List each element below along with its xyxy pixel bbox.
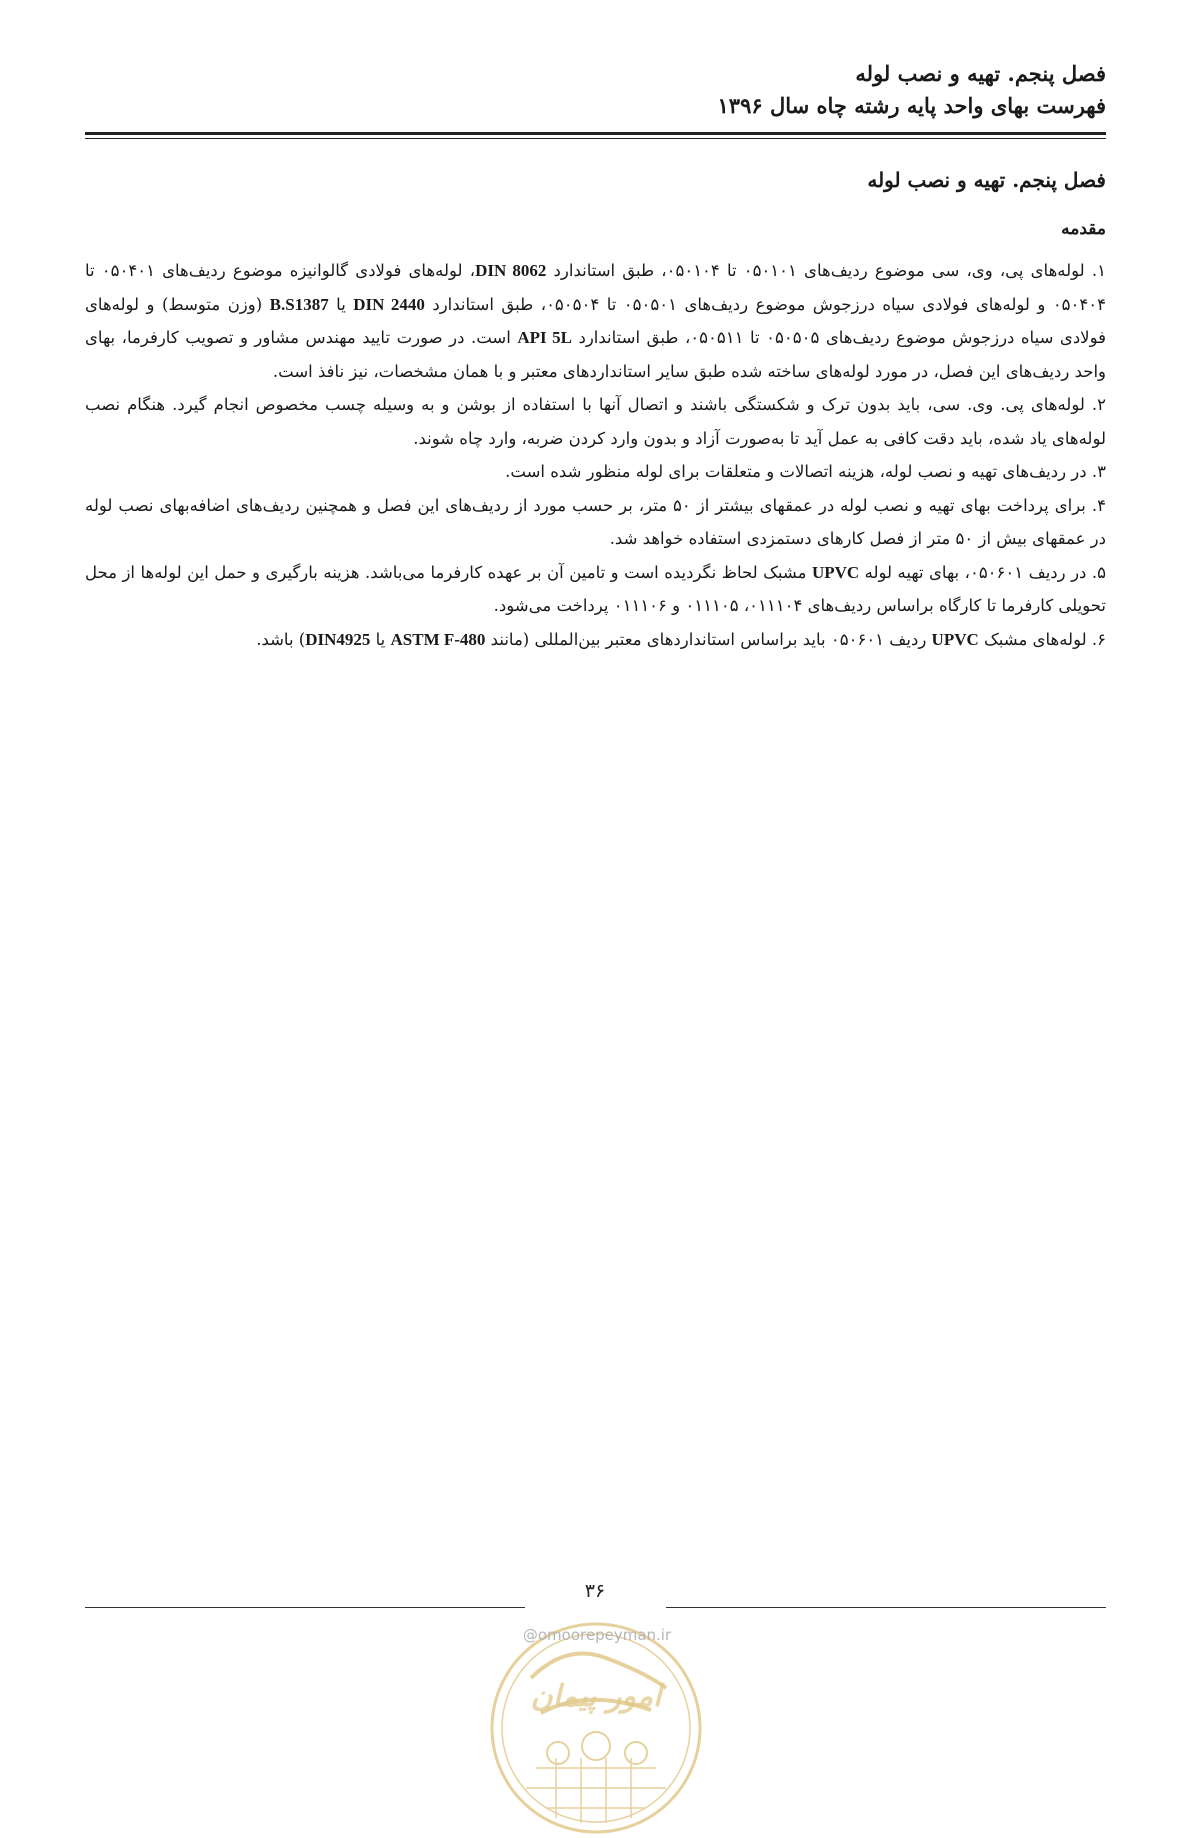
p1-text-3: یا: [328, 294, 354, 314]
paragraph-1: [85, 254, 1106, 388]
p5-text-2: مشبک لحاظ نگردیده است و تامین آن بر عهده کارفرما می‌باشد. هزینه بارگیری و حمل این لوله‌ها از محل تحویلی کارفرما تا کارگاه براساس ردیف‌های ۰۱۱۱۰۴، ۰۱۱۱۰۵ و ۰۱۱۱۰۶ پرداخت می‌شود.: [85, 562, 1106, 615]
p1-standard-din2440: DIN 2440: [353, 294, 425, 314]
website-watermark: @omoorepeyman.ir: [522, 1626, 672, 1644]
page-number: ۳۶: [584, 1580, 606, 1602]
p6-text-4: ) باشد.: [256, 629, 306, 649]
paragraph-3: ۳. در ردیف‌های تهیه و نصب لوله، هزینه اتصالات و متعلقات برای لوله منظور شده است.: [505, 462, 1106, 481]
p1-standard-din8062: DIN 8062: [475, 261, 547, 280]
footer-rule-left: [85, 1607, 525, 1608]
p1-text-5: است. در صورت تایید مهندس مشاور و تصویب کارفرما، بهای واحد ردیف‌های این فصل، در مورد لوله‌های ساخته شده طبق سایر استانداردهای معتبر و با همان مشخصات، نیز نافذ است.: [85, 328, 1106, 381]
footer-rule-right: [666, 1607, 1106, 1608]
p5-text-1: ۵. در ردیف ۰۵۰۶۰۱، بهای تهیه لوله: [859, 562, 1106, 582]
header-chapter-line: فصل پنجم. تهیه و نصب لوله: [855, 61, 1106, 86]
section-title: مقدمه: [1061, 219, 1106, 239]
p6-standard-din4925: DIN4925: [305, 629, 371, 649]
p5-term-upvc: UPVC: [811, 562, 860, 582]
p6-term-upvc: UPVC: [931, 629, 979, 649]
p6-text-1: ۶. لوله‌های مشبک: [978, 629, 1106, 649]
paragraph-4: ۴. برای پرداخت بهای تهیه و نصب لوله در عمقهای بیشتر از ۵۰ متر، بر حسب مورد از ردیف‌های این فصل و همچنین ردیف‌های اضافه‌بهای نصب لوله در عمقهای بیش از ۵۰ متر از فصل کارهای دستمزدی استفاده خواهد شد.: [85, 495, 1106, 548]
p1-text-4: (وزن متوسط) و لوله‌های فولادی سیاه درزجوش موضوع ردیف‌های ۰۵۰۵۰۵ تا ۰۵۰۵۱۱، طبق استاندارد: [85, 294, 1106, 347]
paragraph-5: [85, 556, 1106, 623]
seal-text: امور پیمان: [530, 1679, 662, 1714]
p1-text-1: ۱. لوله‌های پی، وی، سی موضوع ردیف‌های ۰۵۰۱۰۱ تا ۰۵۰۱۰۴، طبق استاندارد: [546, 261, 1106, 280]
seal-graphic: [492, 1624, 700, 1832]
page-content: [85, 158, 1106, 656]
header-document-title: فهرست بهای واحد پایه رشته چاه سال ۱۳۹۶: [717, 93, 1106, 118]
p6-text-3: یا: [370, 629, 391, 649]
p6-standard-astm-f480: ASTM F-480: [390, 629, 486, 649]
header-rule-thick: [85, 132, 1106, 135]
header-rule-thin: [85, 138, 1106, 139]
chapter-title: فصل پنجم. تهیه و نصب لوله: [867, 168, 1106, 192]
paragraph-6: [85, 623, 1106, 657]
p1-text-2: ، لوله‌های فولادی گالوانیزه موضوع ردیف‌های ۰۵۰۴۰۱ تا ۰۵۰۴۰۴ و لوله‌های فولادی سیاه درزجوش موضوع ردیف‌های ۰۵۰۵۰۱ تا ۰۵۰۵۰۴، طبق استاندارد: [85, 261, 1106, 314]
omoore-peyman-seal-logo: [486, 1618, 706, 1838]
p1-standard-bs1387: B.S1387: [269, 294, 329, 314]
p6-text-2: ردیف ۰۵۰۶۰۱ باید براساس استانداردهای معتبر بین‌المللی (مانند: [485, 629, 932, 649]
page-header: [86, 58, 1106, 122]
paragraph-2: ۲. لوله‌های پی. وی. سی، باید بدون ترک و شکستگی باشند و اتصال آنها با استفاده از بوشن و به وسیله چسب مخصوص انجام گیرد. هنگام نصب لوله‌های یاد شده، باید دقت کافی به عمل آید تا به‌صورت آزاد و بدون وارد کردن ضربه، وارد چاه شوند.: [85, 395, 1106, 448]
p1-standard-api5l: API 5L: [517, 328, 572, 347]
